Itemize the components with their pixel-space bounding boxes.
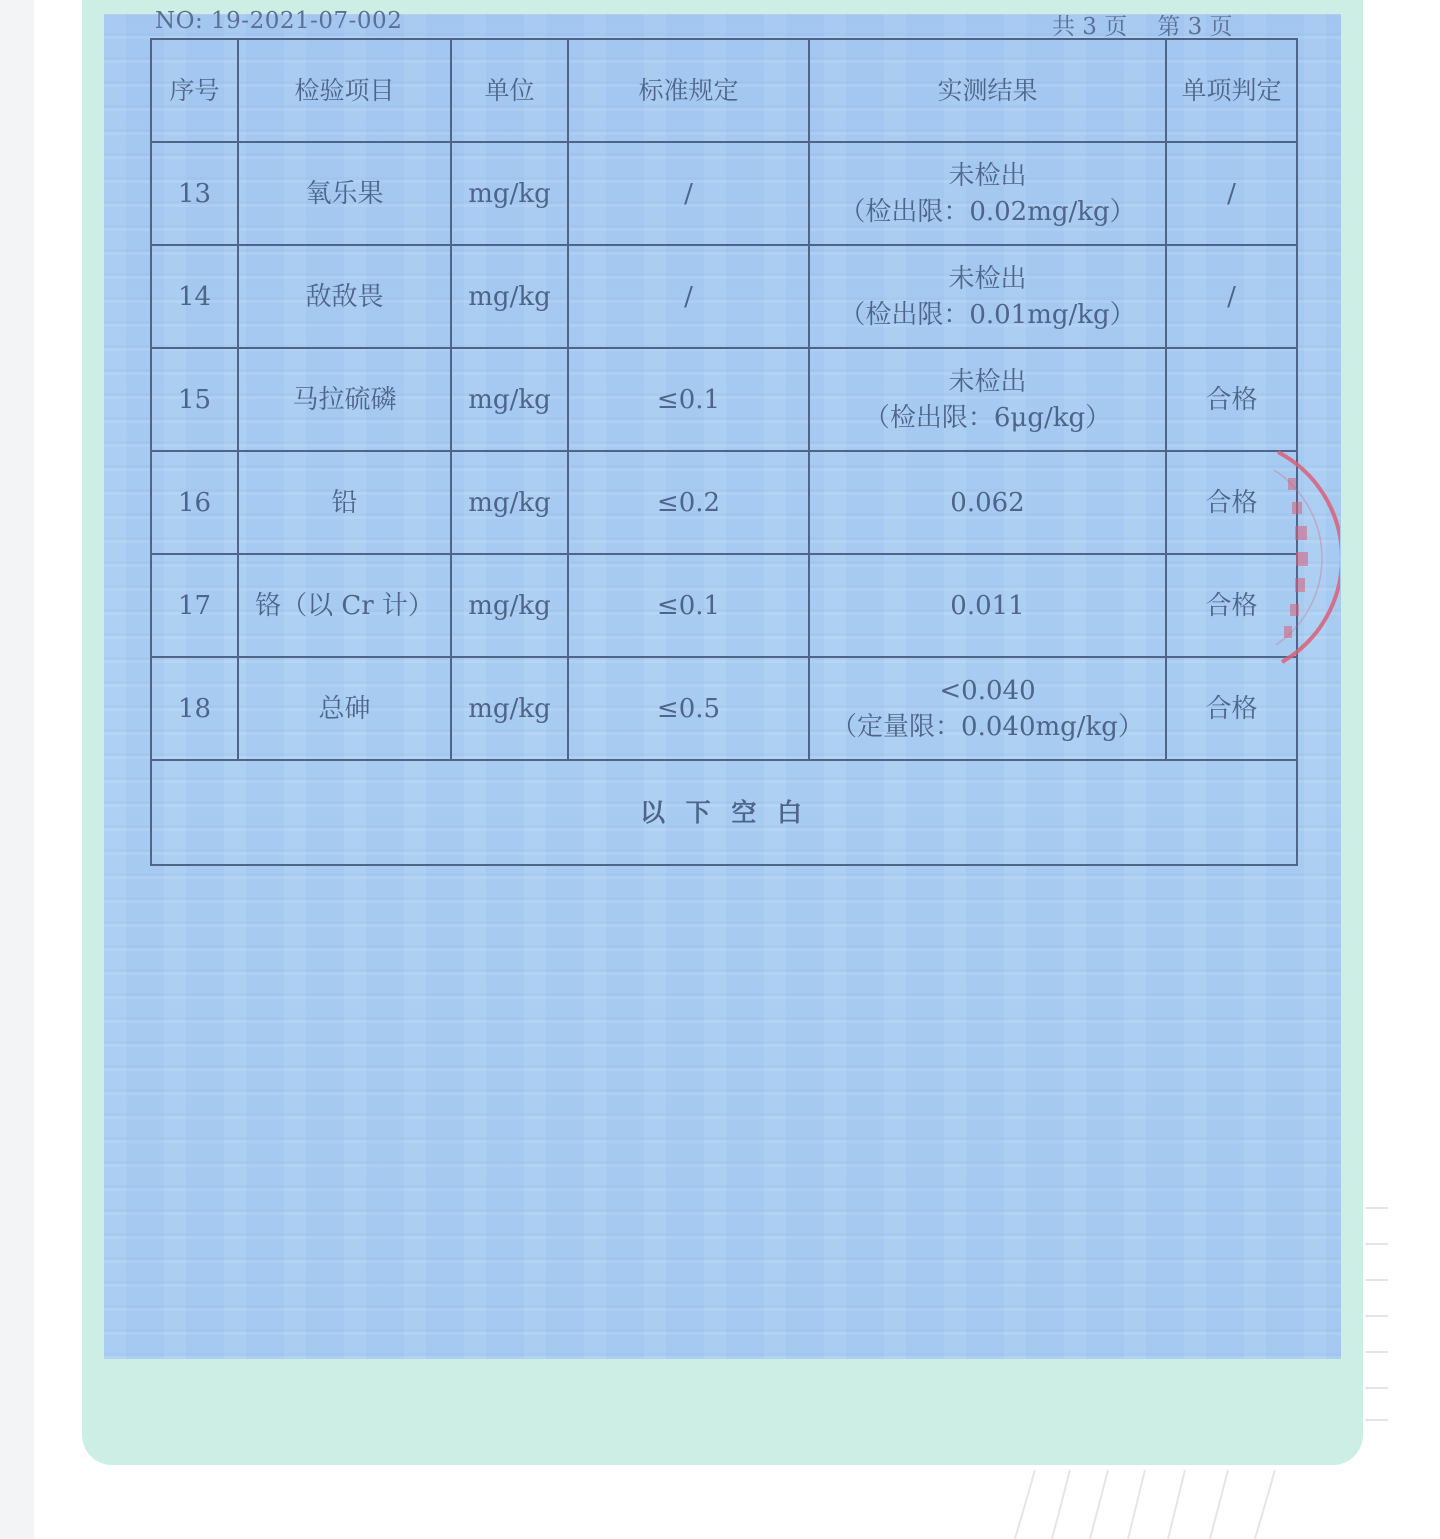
table-row [151, 451, 1297, 554]
cell-unit: mg/kg [451, 451, 568, 554]
cell-item: 铬（以 Cr 计） [238, 554, 451, 657]
cell-item: 马拉硫磷 [238, 348, 451, 451]
results-table [150, 38, 1298, 866]
cell-standard: / [568, 142, 809, 245]
result-note: （检出限：6μg/kg） [863, 402, 1112, 433]
cell-item: 敌敌畏 [238, 245, 451, 348]
cell-no: 16 [151, 451, 238, 554]
cell-unit: mg/kg [451, 142, 568, 245]
cell-standard: ≤0.2 [568, 451, 809, 554]
left-gutter [0, 0, 34, 1539]
cell-item: 氧乐果 [238, 142, 451, 245]
cell-unit: mg/kg [451, 554, 568, 657]
cell-standard: ≤0.1 [568, 348, 809, 451]
cell-unit: mg/kg [451, 657, 568, 760]
cell-standard: / [568, 245, 809, 348]
cell-result [809, 451, 1166, 554]
cell-verdict: 合格 [1166, 451, 1297, 554]
table-header-row [151, 39, 1297, 142]
result-value: 未检出 [948, 366, 1027, 397]
cell-result [809, 554, 1166, 657]
result-value: 未检出 [948, 160, 1027, 191]
cell-verdict: / [1166, 245, 1297, 348]
table-row [151, 554, 1297, 657]
blank-note: 以 下 空 白 [151, 760, 1297, 865]
page-total: 共 3 页 [1052, 14, 1128, 40]
cell-verdict: 合格 [1166, 657, 1297, 760]
column-header-result: 实测结果 [809, 39, 1166, 142]
result-note: （定量限：0.040mg/kg） [831, 711, 1144, 742]
result-note: （检出限：0.01mg/kg） [839, 299, 1136, 330]
column-header-no: 序号 [151, 39, 238, 142]
column-header-item: 检验项目 [238, 39, 451, 142]
result-value: 0.062 [950, 487, 1025, 518]
cell-unit: mg/kg [451, 245, 568, 348]
cell-standard: ≤0.5 [568, 657, 809, 760]
cell-verdict: / [1166, 142, 1297, 245]
cell-verdict: 合格 [1166, 554, 1297, 657]
table-row [151, 657, 1297, 760]
result-value: 未检出 [948, 263, 1027, 294]
cell-result [809, 142, 1166, 245]
cell-no: 18 [151, 657, 238, 760]
cell-no: 15 [151, 348, 238, 451]
result-value: 0.011 [950, 590, 1025, 621]
cell-verdict: 合格 [1166, 348, 1297, 451]
cell-unit: mg/kg [451, 348, 568, 451]
result-note: （检出限：0.02mg/kg） [839, 196, 1136, 227]
cell-standard: ≤0.1 [568, 554, 809, 657]
cell-result [809, 657, 1166, 760]
column-header-standard: 标准规定 [568, 39, 809, 142]
cell-result [809, 348, 1166, 451]
cell-item: 铅 [238, 451, 451, 554]
blank-row [151, 760, 1297, 865]
page-current: 第 3 页 [1157, 14, 1233, 40]
cell-no: 13 [151, 142, 238, 245]
result-value: <0.040 [939, 675, 1036, 706]
cell-no: 14 [151, 245, 238, 348]
cell-item: 总砷 [238, 657, 451, 760]
column-header-unit: 单位 [451, 39, 568, 142]
column-header-verdict: 单项判定 [1166, 39, 1297, 142]
page-indicator [1052, 8, 1233, 41]
report-number: NO: 19-2021-07-002 [155, 8, 403, 34]
cell-result [809, 245, 1166, 348]
cell-no: 17 [151, 554, 238, 657]
table-row [151, 245, 1297, 348]
table-row [151, 142, 1297, 245]
table-row [151, 348, 1297, 451]
